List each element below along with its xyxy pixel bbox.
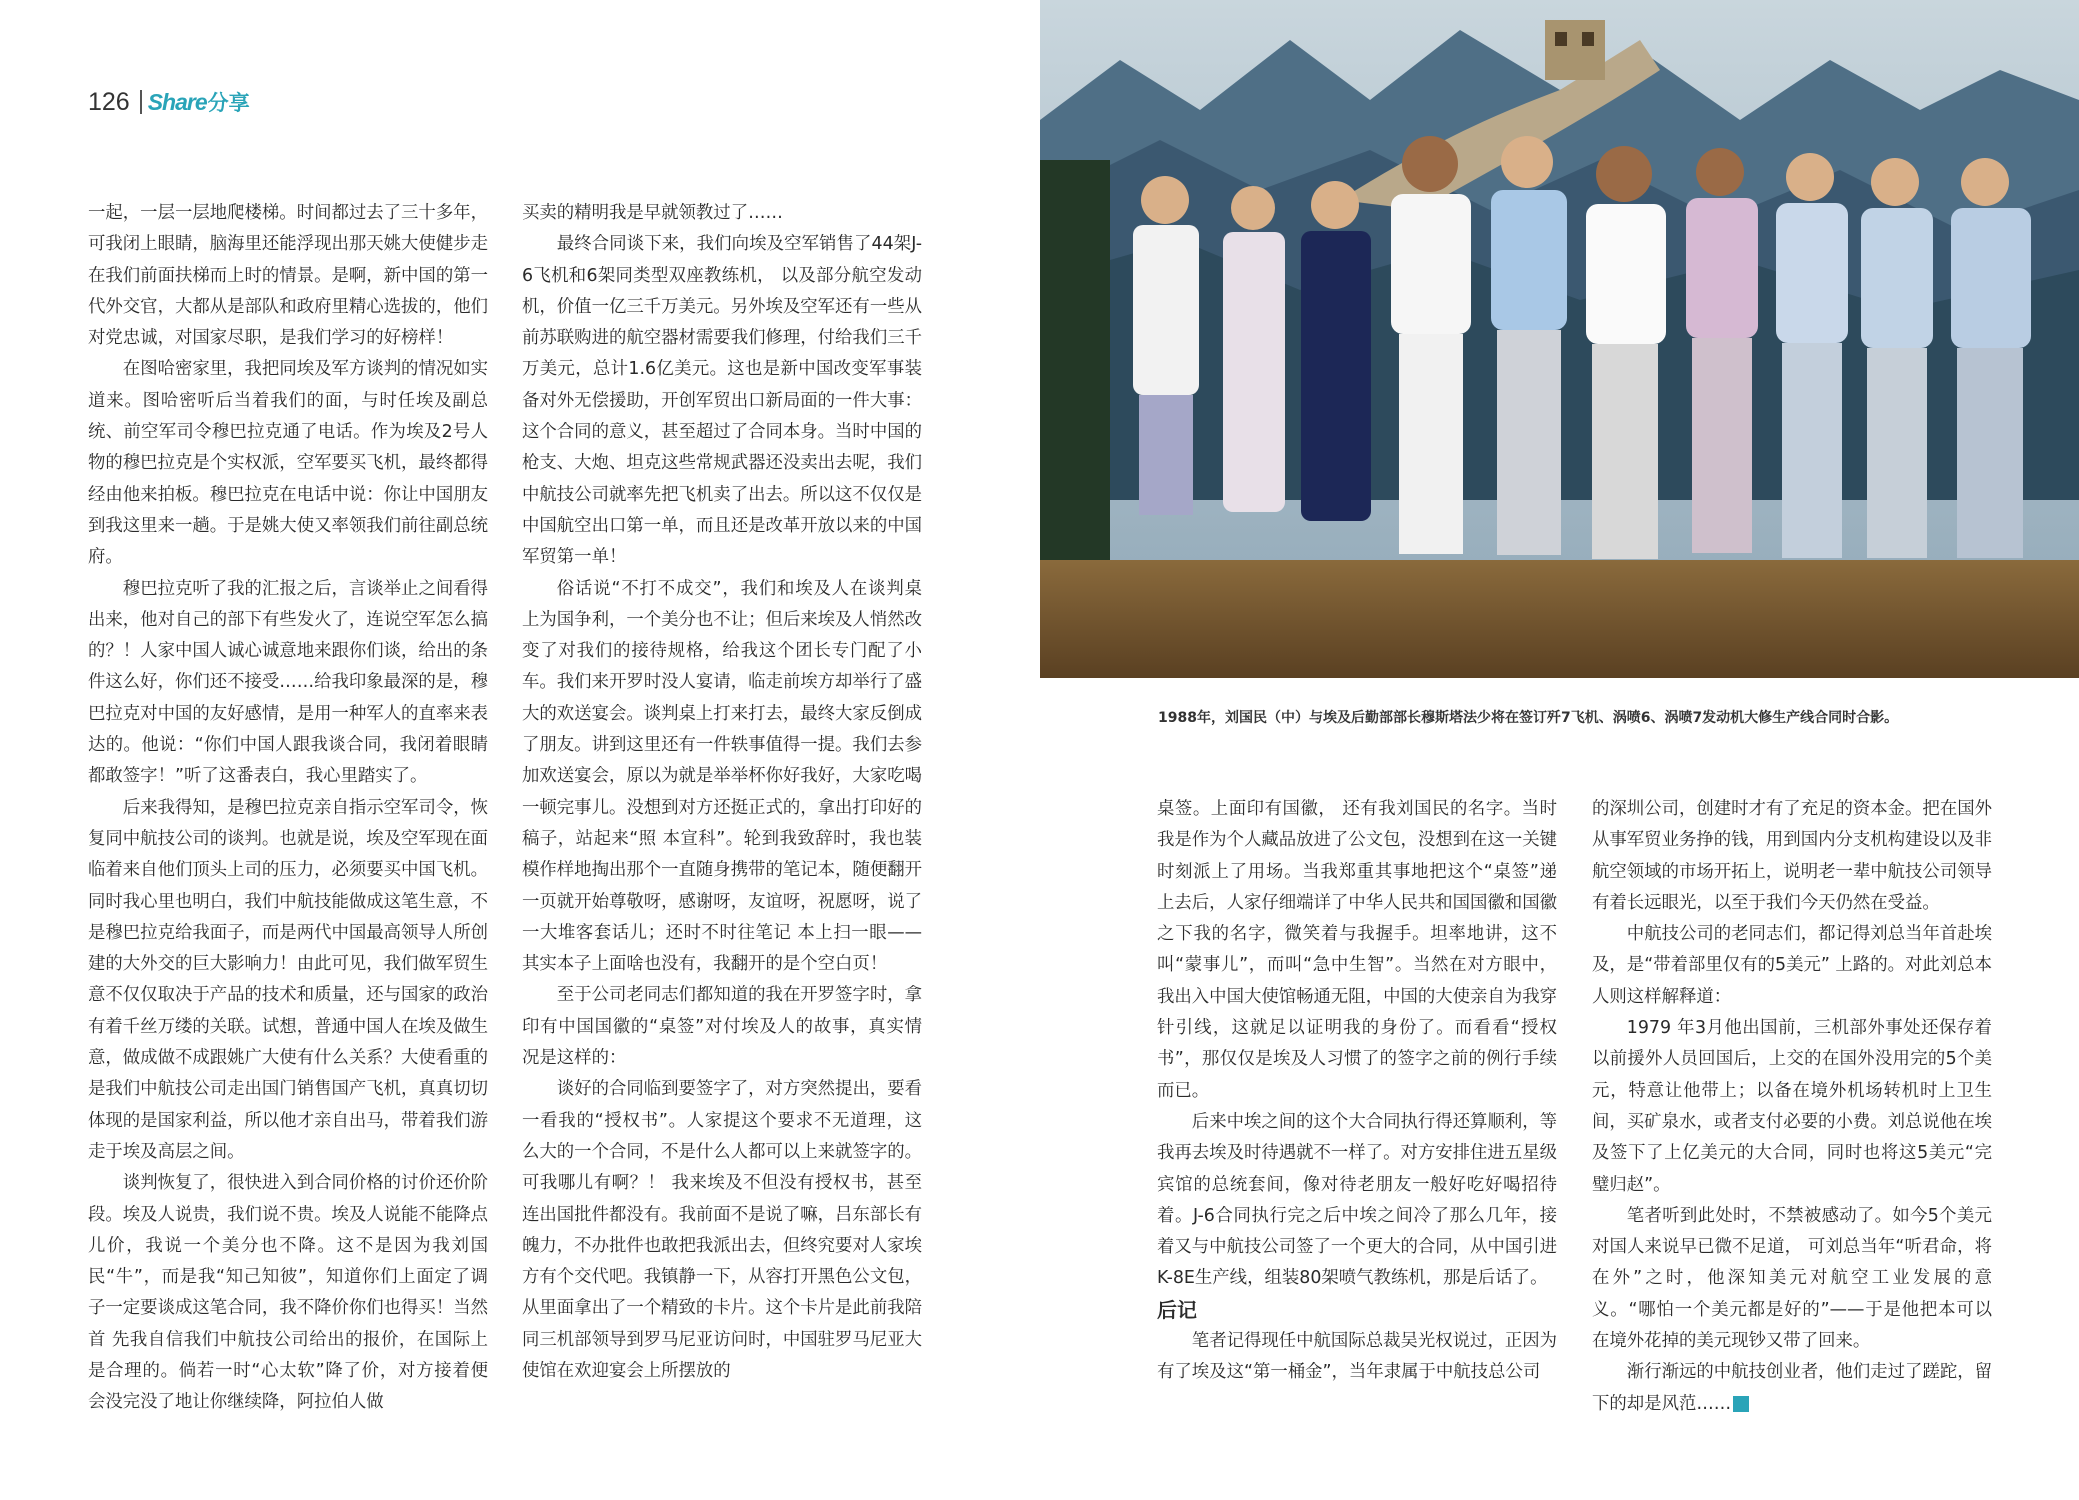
paragraph: 买卖的精明我是早就领教过了…… (522, 203, 783, 223)
paragraph: 后来中埃之间的这个大合同执行得还算顺利，等我再去埃及时待遇就不一样了。对方安排住进五星级宾馆的总统套间，像对待老朋友一般好吃好喝招待着。J-6合同执行完之后中埃之间冷了那么几年，接着又与中航技公司签了一个更大的合同，从中国引进K-8E生产线，组装80架喷气教练机，那是后话了。 (1157, 1111, 1558, 1289)
paragraph-last (1592, 1357, 1992, 1420)
paragraph-text: 渐行渐远的中航技创业者，他们走过了蹉跎，留下的却是风范…… (1592, 1362, 1993, 1414)
paragraph: 俗话说“不打不成交”，我们和埃及人在谈判桌上为国争利，一个美分也不让；但后来埃及人悄然改变了对我们的接待规格，给我这个团长专门配了小车。我们来开罗时没人宴请，临走前埃方却举行了盛大的欢送宴会。谈判桌上打来打去，最终大家反倒成 了朋友。讲到这里还有一件轶事值得一提。我们去参加欢送宴会，原以为就是举举杯你好我好，大家吃喝一顿完事儿。没想到对方还挺正式的，拿出打印好的稿子，站起来“照 本宣科”。轮到我致辞时，我也装模作样地掏出那个一直随身携带的笔记本，随便翻开 一页就开始尊敬呀，感谢呀，友谊呀，祝愿呀，说了一大堆客套话儿；还时不时往笔记 本上扫一眼——其实本子上面啥也没有，我翻开的是个空白页！ (522, 578, 922, 975)
photo-caption: 1988年，刘国民（中）与埃及后勤部部长穆斯塔法少将在签订歼7飞机、涡喷6、涡喷7发动机大修生产线合同时合影。 (1158, 710, 1899, 726)
paragraph: 后来我得知，是穆巴拉克亲自指示空军司令，恢复同中航技公司的谈判。也就是说，埃及空军现在面临着来自他们顶头上司的压力，必须要买中国飞机。同时我心里也明白，我们中航技能做成这笔生意，不是穆巴拉克给我面子，而是两代中国最高领导人所创建的大外交的巨大影响力！由此可见，我们做军贸生意不仅仅取决于产品的技术和质量，还与国家的政治有着千丝万缕的关联。试想，普通中国人在埃及做生意，做成做不成跟姚广大使有什么关系？大使看重的是我们中航技公司走出国门销售国产飞机，真真切切体现的是国家利益，所以他才亲自出马，带着我们游走于埃及高层之间。 (88, 797, 489, 1162)
paragraph: 至于公司老同志们都知道的我在开罗签字时，拿印有中国国徽的“桌签”对付埃及人的故事，真实情况是这样的： (522, 985, 923, 1069)
article-column-4 (1592, 794, 1992, 1420)
paragraph: 穆巴拉克听了我的汇报之后，言谈举止之间看得出来，他对自己的部下有些发火了，连说空军怎么搞的？！人家中国人诚心诚意地来跟你们谈，给出的条件这么好，你们还不接受……给我印象最深的是，穆巴拉克对中国的友好感情，是用一种军人的直率来表达的。他说：“你们中国人跟我谈合同，我闭着眼睛都敢签字！”听了这番表白，我心里踏实了。 (88, 578, 489, 787)
header-divider (140, 90, 142, 114)
page-number: 126 (88, 87, 130, 116)
paragraph: 的深圳公司，创建时才有了充足的资本金。把在国外从事军贸业务挣的钱，用到国内分支机构建设以及非航空领域的市场开拓上，说明老一辈中航技公司领导有着长远眼光，以至于我们今天仍然在受益。 (1592, 799, 1992, 913)
paragraph: 中航技公司的老同志们，都记得刘总当年首赴埃及，是“带着部里仅有的5美元” 上路的。对此刘总本人则这样解释道： (1592, 924, 1993, 1007)
paragraph: 最终合同谈下来，我们向埃及空军销售了44架J-6飞机和6架同类型双座教练机， 以及部分航空发动机，价值一亿三千万美元。另外埃及空军还有一些从前苏联购进的航空器材需要我们修理，付给我们三千万美元，总计1.6亿美元。这也是新中国改变军事装备对外无偿援助，开创军贸出口新局面的一件大事：这个合同的意义，甚至超过了合同本身。当时中国的枪支、大炮、坦克这些常规武器还没卖出去呢，我们中航技公司就率先把飞机卖了出去。所以这不仅仅是中国航空出口第一单，而且还是改革开放以来的中国军贸第一单！ (522, 234, 922, 568)
paragraph: 谈好的合同临到要签字了，对方突然提出，要看一看我的“授权书”。人家提这个要求不无道理，这么大的一个合同，不是什么人都可以上来就签字的。可我哪儿有啊？！ 我来埃及不但没有授权书，甚至连出国批件都没有。我前面不是说了嘛，吕东部长有魄力，不办批件也敢把我派出去，但终究要对人家埃方有个交代吧。我镇静一下，从容打开黑色公文包，从里面拿出了一个精致的卡片。这个卡片是此前我陪同三机部领导到罗马尼亚访问时，中国驻罗马尼亚大使馆在欢迎宴会上所摆放的 (522, 1079, 923, 1381)
paragraph: 笔者记得现任中航国际总裁吴光权说过，正因为有了埃及这“第一桶金”，当年隶属于中航技总公司 (1157, 1331, 1558, 1383)
paragraph: 谈判恢复了，很快进入到合同价格的讨价还价阶段。埃及人说贵，我们说不贵。埃及人说能不能降点儿价，我说一个美分也不降。这不是因为我刘国民“牛”，而是我“知己知彼”，知道你们上面定了调子一定要谈成这笔合同，我不降价你们也得买！当然首 先我自信我们中航技公司给出的报价，在国际上是合理的。倘若一时“心太软”降了价，对方接着便会没完没了地让你继续降，阿拉伯人做 (88, 1173, 489, 1413)
end-mark-icon: S (1733, 1396, 1749, 1412)
article-column-2 (522, 198, 922, 1387)
paragraph: 在图哈密家里，我把同埃及军方谈判的情况如实道来。图哈密听后当着我们的面，与时任埃及副总统、前空军司令穆巴拉克通了电话。作为埃及2号人物的穆巴拉克是个实权派，空军要买飞机，最终都得经由他来拍板。穆巴拉克在电话中说：你让中国朋友 到我这里来一趟。于是姚大使又率领我们前往副总统府。 (88, 359, 489, 568)
magazine-name: Share (147, 88, 207, 115)
group-photo (1040, 0, 2079, 678)
group-photo-illustration (1040, 0, 2079, 678)
paragraph: 1979 年3月他出国前，三机部外事处还保存着以前援外人员回国后，上交的在国外没用完的5个美元，特意让他带上；以备在境外机场转机时上卫生间，买矿泉水，或者支付必要的小费。刘总说他在埃及签下了上亿美元的大合同，同时也将这5美元“完 璧归赵”。 (1592, 1018, 1992, 1195)
paragraph: 桌签。上面印有国徽， 还有我刘国民的名字。当时我是作为个人藏品放进了公文包，没想到在这一关键时刻派上了用场。当我郑重其事地把这个“桌签”递上去后，人家仔细端详了中华人民共和国国徽和国徽之下我的名字，微笑着与我握手。坦率地讲，这不叫“蒙事儿”，而叫“急中生智”。当然在对方眼中，我出入中国大使馆畅通无阻，中国的大使亲自为我穿针引线，这就足以证明我的身份了。而看看“授权书”，那仅仅是埃及人习惯了的签字之前的例行手续而已。 (1157, 799, 1557, 1101)
magazine-name-cn: 分享 (207, 91, 250, 115)
article-column-3 (1157, 794, 1557, 1389)
section-heading: 后记 (1157, 1297, 1197, 1322)
paragraph: 笔者听到此处时，不禁被感动了。如今5个美元对国人来说早已微不足道， 可刘总当年“听君命，将在外”之时，他深知美元对航空工业发展的意义。“哪怕一个美元都是好的”——于是他把本可以在境外花掉的美元现钞又带了回来。 (1592, 1205, 1992, 1352)
page-header (88, 84, 250, 120)
article-column-1 (88, 198, 488, 1419)
paragraph: 一起，一层一层地爬楼梯。时间都过去了三十多年，可我闭上眼睛，脑海里还能浮现出那天姚大使健步走在我们前面扶梯而上时的情景。是啊，新中国的第一代外交官，大都从是部队和政府里精心选拔的，他们对党忠诚，对国家尽职，是我们学习的好榜样！ (88, 203, 488, 349)
